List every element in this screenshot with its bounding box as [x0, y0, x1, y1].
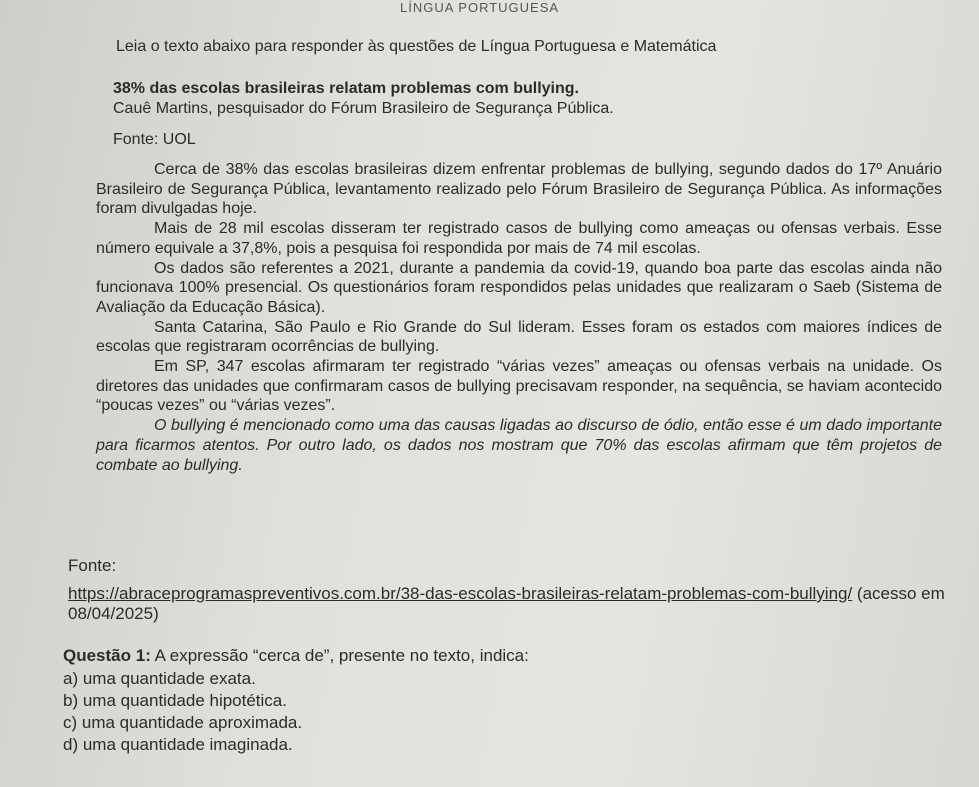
article-paragraph: Cerca de 38% das escolas brasileiras dizem enfrentar problemas de bullying, segundo dados do 17º Anuário Brasileiro de Segurança Pública, levantamento realizado pelo Fórum Brasileiro de Segurança Pública. As informações foram divulgadas hoje.: [96, 161, 942, 218]
article-paragraph: Em SP, 347 escolas afirmaram ter registrado “várias vezes” ameaças ou ofensas verbais na unidade. Os diretores das unidades que confirmaram casos de bullying precisavam responder, na sequência, se haviam acontecido “poucas vezes” ou “várias vezes”.: [96, 358, 942, 415]
article-author: Cauê Martins, pesquisador do Fórum Brasileiro de Segurança Pública.: [113, 100, 614, 117]
option-a[interactable]: a) uma quantidade exata.: [63, 669, 256, 688]
article-paragraph: Os dados são referentes a 2021, durante a pandemia da covid-19, quando boa parte das escolas ainda não funcionava 100% presencial. Os questionários foram respondidos pelas unidades que realizaram o Saeb (Sistema de Avaliação da Educação Básica).: [96, 259, 942, 316]
answer-options: [63, 668, 302, 756]
source-link[interactable]: https://abraceprogramaspreventivos.com.br/38-das-escolas-brasileiras-relatam-problemas-com-bullying/: [68, 584, 853, 603]
article-paragraph: Mais de 28 mil escolas disseram ter registrado casos de bullying como ameaças ou ofensas verbais. Esse número equivale a 37,8%, pois a pesquisa foi respondida por mais de 74 mil escolas.: [96, 220, 942, 257]
article-source: Fonte: UOL: [113, 131, 196, 148]
question-1: [63, 646, 529, 666]
subject-header: LÍNGUA PORTUGUESA: [400, 0, 560, 15]
option-c[interactable]: c) uma quantidade aproximada.: [63, 713, 303, 732]
article-paragraph: Santa Catarina, São Paulo e Rio Grande do Sul lideram. Esses foram os estados com maiores índices de escolas que registraram ocorrências de bullying.: [96, 318, 942, 356]
intro-instruction: Leia o texto abaixo para responder às questões de Língua Portuguesa e Matemática: [116, 38, 717, 55]
question-text: A expressão “cerca de”, presente no texto, indica:: [150, 646, 529, 665]
fonte-label: Fonte:: [68, 556, 117, 575]
option-b[interactable]: b) uma quantidade hipotética.: [63, 691, 287, 710]
article-italic-paragraph: O bullying é mencionado como uma das causas ligadas ao discurso de ódio, então esse é um dado importante para ficarmos atentos. Por outro lado, os dados nos mostram que 70% das escolas afirmam que têm projetos de combate ao bullying.: [96, 417, 942, 474]
question-number: Questão 1:: [63, 646, 151, 665]
source-citation: [68, 584, 958, 624]
access-date: (acesso em 08/04/2025): [68, 584, 945, 623]
article-headline: 38% das escolas brasileiras relatam problemas com bullying.: [113, 80, 579, 97]
article-body: [96, 160, 942, 475]
option-d[interactable]: d) uma quantidade imaginada.: [63, 735, 293, 754]
